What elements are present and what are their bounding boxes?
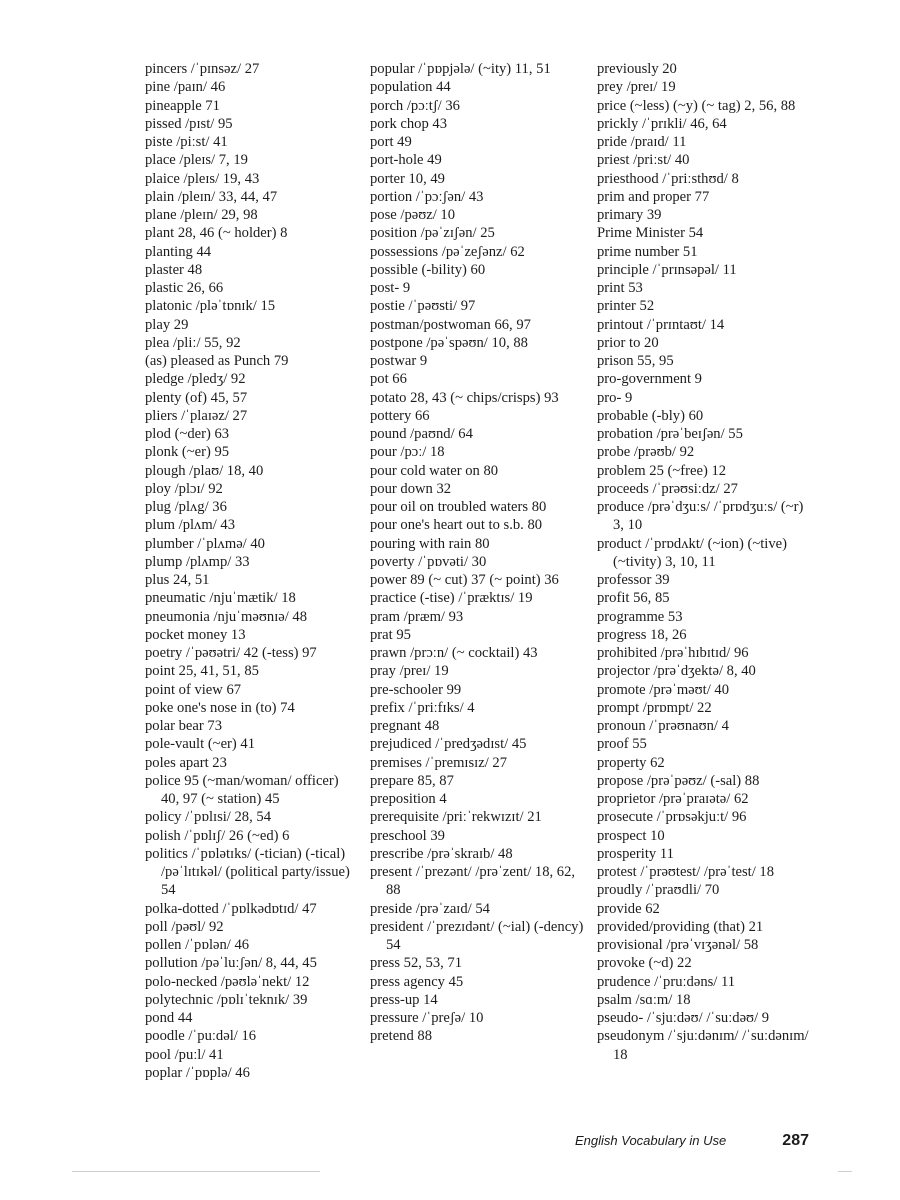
index-entry: plug /plʌg/ 36 [145, 499, 227, 515]
index-entry: preposition 4 [370, 791, 447, 807]
index-entry: prior to 20 [597, 334, 659, 351]
index-entry: psalm /sɑːm/ 18 [597, 991, 691, 1008]
index-column-1 [145, 60, 355, 1082]
index-entry: pray /preɪ/ 19 [370, 663, 449, 680]
index-entry: plum /plʌm/ 43 [145, 517, 235, 534]
index-entry: pissed /pɪst/ 95 [145, 115, 233, 132]
index-entry: porch /pɔːtʃ/ 36 [370, 97, 460, 114]
index-entry: ploy /plɔɪ/ 92 [145, 480, 223, 497]
index-entry: programme 53 [597, 608, 683, 625]
index-entry: preschool 39 [370, 827, 445, 844]
index-entry: population 44 [370, 79, 451, 96]
index-entry: pride /praɪd/ 11 [597, 134, 687, 150]
index-entry: pond 44 [145, 1010, 193, 1026]
index-entry: pour down 32 [370, 480, 452, 497]
index-entry: professor 39 [597, 572, 670, 588]
index-entry: prospect 10 [597, 827, 665, 844]
index-entry: pool /puːl/ 41 [145, 1046, 224, 1063]
index-entry: prescribe /prəˈskraɪb/ 48 [370, 845, 513, 862]
index-entry: printout /ˈprɪntaʊt/ 14 [597, 316, 725, 333]
index-entry: press agency 45 [370, 973, 464, 990]
index-entry: poverty /ˈpɒvəti/ 30 [370, 553, 487, 570]
index-entry: postman/postwoman 66, 97 [370, 316, 531, 333]
index-entry: probation /prəˈbeɪʃən/ 55 [597, 426, 743, 442]
index-entry: post- 9 [370, 280, 411, 296]
index-entry: pour one's heart out to s.b. 80 [370, 517, 543, 534]
index-entry: proof 55 [597, 736, 647, 753]
index-entry: pot 66 [370, 371, 407, 388]
book-title: English Vocabulary in Use [575, 1133, 727, 1148]
index-entry: provoke (~d) 22 [597, 955, 692, 972]
index-entry: propose /prəˈpəʊz/ (-sal) 88 [597, 772, 760, 789]
index-entry: promote /prəˈməʊt/ 40 [597, 681, 730, 698]
index-entry: produce /prəˈdʒuːs/ /ˈprɒdʒuːs/ (~r) 3, 10 [597, 499, 804, 534]
index-entry: plough /plaʊ/ 18, 40 [145, 462, 264, 479]
index-entry: pre-schooler 99 [370, 681, 462, 698]
index-entry: policy /ˈpɒlɪsi/ 28, 54 [145, 809, 271, 826]
index-entry: play 29 [145, 316, 189, 333]
index-entry: pour cold water on 80 [370, 462, 499, 479]
index-entry: politics /ˈpɒlətɪks/ (-tician) (-tical) /pəˈlɪtɪkəl/ (political party/issue) 54 [145, 845, 350, 899]
index-entry: pincers /ˈpɪnsəz/ 27 [145, 61, 260, 77]
index-entry: prosecute /ˈprɒsəkjuːt/ 96 [597, 809, 747, 826]
index-entry: polar bear 73 [145, 718, 222, 734]
index-entry: provided/providing (that) 21 [597, 918, 764, 935]
index-entry: pro-government 9 [597, 371, 702, 388]
index-entry: president /ˈprezɪdənt/ (~ial) (-dency) 54 [370, 918, 584, 953]
index-entry: proprietor /prəˈpraɪətə/ 62 [597, 791, 749, 807]
index-entry: press 52, 53, 71 [370, 955, 463, 972]
index-entry: prohibited /prəˈhɪbɪtɪd/ 96 [597, 645, 749, 661]
index-entry: primary 39 [597, 207, 662, 223]
index-entry: polish /ˈpɒlɪʃ/ 26 (~ed) 6 [145, 827, 290, 844]
index-entry: postie /ˈpəʊsti/ 97 [370, 298, 476, 315]
index-entry: prawn /prɔːn/ (~ cocktail) 43 [370, 645, 538, 661]
index-entry: possessions /pəˈzeʃənz/ 62 [370, 243, 525, 260]
index-entry: polo-necked /pəʊləˈnekt/ 12 [145, 973, 310, 990]
index-entry: possible (-bility) 60 [370, 261, 486, 278]
index-entry: plaster 48 [145, 261, 203, 278]
index-entry: prison 55, 95 [597, 353, 674, 369]
index-entry: postpone /pəˈspəʊn/ 10, 88 [370, 334, 528, 351]
index-entry: pronoun /ˈprəʊnaʊn/ 4 [597, 718, 729, 734]
index-entry: port 49 [370, 134, 412, 150]
index-entry: point 25, 41, 51, 85 [145, 663, 259, 680]
index-entry: pseudonym /ˈsjuːdənɪm/ /ˈsuːdənɪm/ 18 [597, 1028, 809, 1063]
index-entry: problem 25 (~free) 12 [597, 462, 727, 479]
index-entry: poetry /ˈpəʊətri/ 42 (-tess) 97 [145, 645, 317, 661]
index-entry: plaice /pleɪs/ 19, 43 [145, 170, 260, 187]
index-entry: pour /pɔː/ 18 [370, 444, 445, 461]
index-entry: price (~less) (~y) (~ tag) 2, 56, 88 [597, 97, 796, 114]
index-entry: point of view 67 [145, 681, 242, 698]
index-entry: porter 10, 49 [370, 170, 445, 187]
index-entry: prompt /prɒmpt/ 22 [597, 699, 712, 716]
index-entry: poll /pəʊl/ 92 [145, 918, 224, 935]
index-entry: prepare 85, 87 [370, 772, 454, 789]
index-entry: priest /priːst/ 40 [597, 152, 690, 169]
index-entry: plump /plʌmp/ 33 [145, 553, 250, 570]
index-entry: plain /pleɪn/ 33, 44, 47 [145, 188, 278, 205]
index-entry: pretend 88 [370, 1028, 433, 1045]
index-entry: plane /pleɪn/ 29, 98 [145, 207, 258, 223]
index-entry: present /ˈprezənt/ /prəˈzent/ 18, 62, 88 [370, 864, 576, 899]
index-entry: prefix /ˈpriːfɪks/ 4 [370, 699, 475, 716]
index-entry: pram /præm/ 93 [370, 608, 464, 625]
index-entry: practice (-tise) /ˈpræktɪs/ 19 [370, 590, 533, 607]
index-entry: portion /ˈpɔːʃən/ 43 [370, 188, 484, 205]
index-entry: premises /ˈpremɪsɪz/ 27 [370, 754, 507, 771]
index-entry: product /ˈprɒdʌkt/ (~ion) (~tive) (~tivity) 3, 10, 11 [597, 535, 787, 570]
index-entry: prime number 51 [597, 243, 698, 260]
index-entry: prerequisite /priːˈrekwɪzɪt/ 21 [370, 809, 542, 826]
index-entry: poles apart 23 [145, 754, 227, 771]
index-entry: pseudo- /ˈsjuːdəʊ/ /ˈsuːdəʊ/ 9 [597, 1010, 770, 1026]
index-entry: prim and proper 77 [597, 188, 710, 205]
index-entry: poke one's nose in (to) 74 [145, 699, 295, 716]
index-entry: pressure /ˈpreʃə/ 10 [370, 1010, 484, 1026]
index-entry: polka-dotted /ˈpɒlkədɒtɪd/ 47 [145, 900, 317, 917]
index-column-3 [597, 60, 815, 1064]
index-entry: plumber /ˈplʌmə/ 40 [145, 535, 265, 552]
index-entry: platonic /pləˈtɒnɪk/ 15 [145, 298, 276, 315]
index-entry: pro- 9 [597, 389, 633, 406]
index-entry: plonk (~er) 95 [145, 444, 230, 461]
index-entry: postwar 9 [370, 353, 428, 369]
index-entry: plastic 26, 66 [145, 280, 224, 296]
index-entry: progress 18, 26 [597, 626, 687, 643]
index-entry: press-up 14 [370, 991, 438, 1008]
index-entry: pine /paɪn/ 46 [145, 79, 226, 96]
index-entry: popular /ˈpɒpjələ/ (~ity) 11, 51 [370, 61, 551, 77]
page-number: 287 [782, 1132, 809, 1149]
index-entry: previously 20 [597, 61, 677, 77]
index-entry: pneumonia /njuˈməʊnɪə/ 48 [145, 608, 308, 625]
index-entry: property 62 [597, 754, 665, 771]
index-entry: (as) pleased as Punch 79 [145, 353, 289, 369]
index-entry: pose /pəʊz/ 10 [370, 207, 456, 223]
index-entry: piste /piːst/ 41 [145, 134, 228, 150]
index-entry: pork chop 43 [370, 115, 448, 132]
index-entry: pouring with rain 80 [370, 535, 490, 552]
index-entry: planting 44 [145, 243, 212, 260]
index-entry: provide 62 [597, 900, 660, 917]
index-entry: preside /prəˈzaɪd/ 54 [370, 900, 490, 917]
index-entry: prosperity 11 [597, 845, 674, 862]
index-entry: pound /paʊnd/ 64 [370, 426, 473, 442]
index-entry: probable (-bly) 60 [597, 407, 704, 424]
index-entry: pollen /ˈpɒlən/ 46 [145, 937, 250, 953]
index-entry: place /pleɪs/ 7, 19 [145, 152, 248, 169]
index-entry: power 89 (~ cut) 37 (~ point) 36 [370, 572, 559, 588]
index-entry: port-hole 49 [370, 152, 442, 169]
index-entry: pour oil on troubled waters 80 [370, 499, 547, 515]
index-entry: projector /prəˈdʒektə/ 8, 40 [597, 663, 756, 680]
index-entry: prejudiced /ˈpredʒədɪst/ 45 [370, 736, 527, 753]
index-entry: plant 28, 46 (~ holder) 8 [145, 225, 288, 242]
footer-rule-right [838, 1171, 852, 1172]
index-entry: proceeds /ˈprəʊsiːdz/ 27 [597, 480, 738, 497]
index-entry: position /pəˈzɪʃən/ 25 [370, 225, 495, 242]
index-entry: plenty (of) 45, 57 [145, 389, 248, 406]
footer-rule-left [72, 1171, 320, 1172]
index-entry: potato 28, 43 (~ chips/crisps) 93 [370, 389, 559, 406]
index-entry: pneumatic /njuˈmætik/ 18 [145, 590, 296, 607]
index-entry: pottery 66 [370, 407, 430, 424]
index-column-2 [370, 60, 585, 1046]
index-entry: Prime Minister 54 [597, 225, 704, 242]
index-entry: pollution /pəˈluːʃən/ 8, 44, 45 [145, 955, 317, 972]
index-entry: pledge /pledʒ/ 92 [145, 371, 246, 388]
index-entry: prudence /ˈpruːdəns/ 11 [597, 973, 736, 990]
index-entry: plus 24, 51 [145, 572, 210, 588]
index-entry: police 95 (~man/woman/ officer) 40, 97 (~ station) 45 [145, 772, 339, 807]
index-entry: print 53 [597, 280, 643, 296]
index-entry: prickly /ˈprɪkli/ 46, 64 [597, 115, 727, 132]
index-entry: plea /pliː/ 55, 92 [145, 334, 241, 351]
index-entry: priesthood /ˈpriːsthʊd/ 8 [597, 170, 739, 187]
index-entry: poodle /ˈpuːdəl/ 16 [145, 1028, 257, 1045]
index-entry: profit 56, 85 [597, 590, 670, 607]
index-entry: pliers /ˈplaɪəz/ 27 [145, 407, 248, 424]
page-footer [575, 1132, 809, 1150]
index-entry: provisional /prəˈvɪʒənəl/ 58 [597, 937, 759, 953]
index-entry: pocket money 13 [145, 626, 246, 643]
index-entry: polytechnic /pɒlɪˈteknɪk/ 39 [145, 991, 308, 1008]
index-entry: pole-vault (~er) 41 [145, 736, 256, 753]
index-entry: principle /ˈprɪnsəpəl/ 11 [597, 261, 737, 278]
index-entry: probe /prəʊb/ 92 [597, 444, 695, 461]
index-entry: pineapple 71 [145, 97, 220, 114]
index-entry: proudly /ˈpraʊdli/ 70 [597, 882, 720, 899]
index-entry: prey /preɪ/ 19 [597, 79, 676, 96]
index-entry: poplar /ˈpɒplə/ 46 [145, 1064, 250, 1081]
index-entry: pregnant 48 [370, 718, 440, 734]
index-entry: protest /ˈprəʊtest/ /prəˈtest/ 18 [597, 864, 775, 880]
index-entry: printer 52 [597, 298, 655, 315]
index-entry: plod (~der) 63 [145, 426, 230, 442]
index-entry: prat 95 [370, 626, 411, 643]
